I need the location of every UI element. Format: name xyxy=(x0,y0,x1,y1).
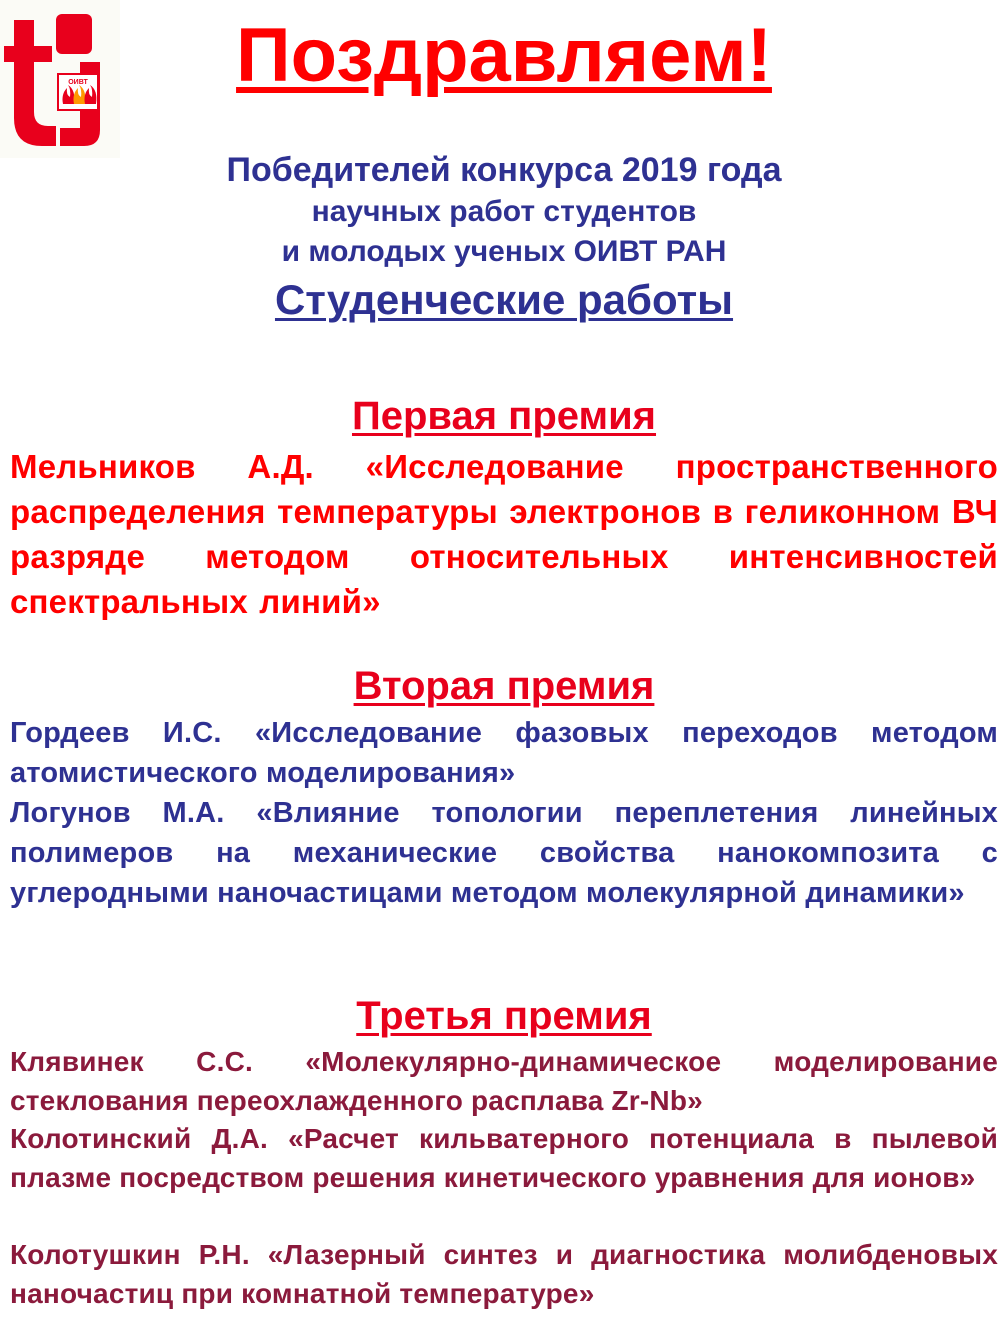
logo-emblem-text: ОИВТ xyxy=(68,79,88,86)
first-prize-heading-text: Первая премия xyxy=(351,394,657,438)
third-prize-heading-text: Третья премия xyxy=(356,994,652,1038)
page-title-text: Поздравляем! xyxy=(236,13,772,98)
subtitle-line-2: научных работ студентов xyxy=(311,195,697,228)
second-prize-entry-1: Гордеев И.С. «Исследование фазовых переходов методом атомистического моделирования» xyxy=(10,717,998,789)
subtitle-line-3: и молодых ученых ОИВТ РАН xyxy=(281,235,727,268)
third-prize-entry-2: Колотинский Д.А. «Расчет кильватерного потенциала в пылевой плазме посредством решения кинетического уравнения для ионов» xyxy=(10,1123,998,1193)
first-prize-heading xyxy=(0,392,1008,440)
page-title xyxy=(0,12,1008,100)
third-prize-heading xyxy=(0,992,1008,1040)
third-prize-entry-1: Клявинек С.С. «Молекулярно-динамическое моделирование стеклования переохлажденного расплава Zr-Nb» xyxy=(10,1046,998,1116)
subtitle-line-1: Победителей конкурса 2019 года xyxy=(226,151,782,189)
second-prize-entry-2: Логунов М.А. «Влияние топологии переплетения линейных полимеров на механические свойства нанокомпозита с углеродными наночастицами методом молекулярной динамики» xyxy=(10,797,998,909)
third-prize-entry-3: Колотушкин Р.Н. «Лазерный синтез и диагностика молибденовых наночастиц при комнатной температуре» xyxy=(10,1239,998,1309)
second-prize-heading-text: Вторая премия xyxy=(353,664,655,708)
first-prize-entry: Мельников А.Д. «Исследование пространственного распределения температуры электронов в геликонном ВЧ разряде методом относительных интенсивностей спектральных линий» xyxy=(10,448,998,620)
category-heading-text: Студенческие работы xyxy=(274,276,734,323)
second-prize-heading xyxy=(0,662,1008,710)
category-heading xyxy=(0,276,1008,324)
